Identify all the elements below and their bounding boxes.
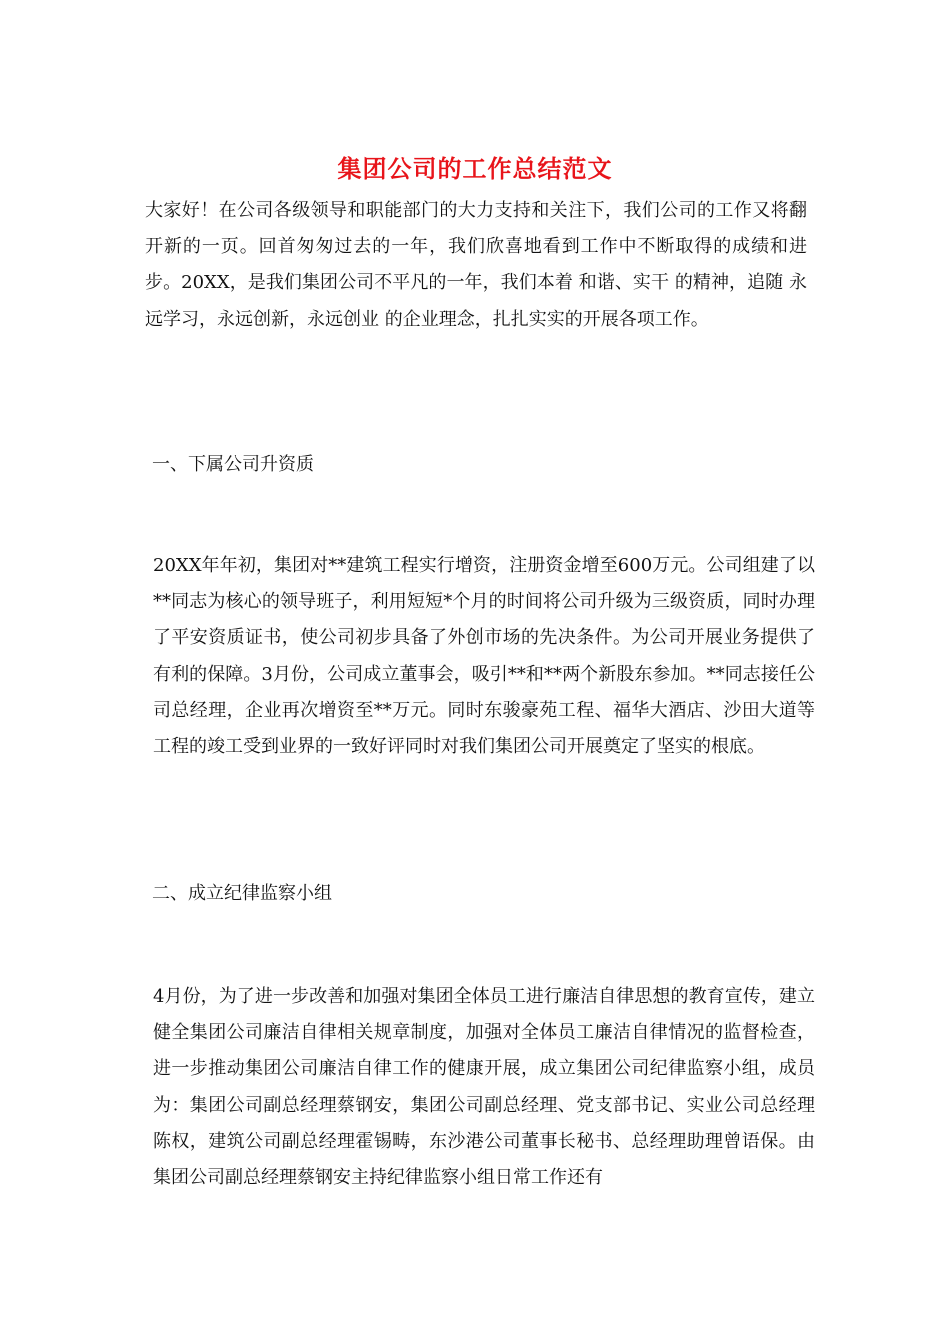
intro-paragraph: 大家好！在公司各级领导和职能部门的大力支持和关注下，我们公司的工作又将翻开新的一页。回首匆匆过去的一年，我们欣喜地看到工作中不断取得的成绩和进步。20XX，是我们集团公司不平凡的一年，我们本着 和谐、实干 的精神，追随 永远学习，永远创新，永远创业 的企业理念，扎扎实实的开展各项工作。	[145, 200, 807, 330]
document-title: 集团公司的工作总结范文	[337, 154, 613, 183]
section-heading-2: 二、成立纪律监察小组	[152, 883, 332, 904]
section-paragraph-2: 4月份，为了进一步改善和加强对集团全体员工进行廉洁自律思想的教育宣传，建立健全集团公司廉洁自律相关规章制度，加强对全体员工廉洁自律情况的监督检查，进一步推动集团公司廉洁自律工作的健康开展，成立集团公司纪律监察小组，成员为：集团公司副总经理蔡钢安，集团公司副总经理、党支部书记、实业公司总经理陈权，建筑公司副总经理霍锡畴，东沙港公司董事长秘书、总经理助理曾语保。由集团公司副总经理蔡钢安主持纪律监察小组日常工作还有	[153, 986, 815, 1189]
section-heading-1: 一、下属公司升资质	[152, 454, 314, 475]
section-paragraph-1: 20XX年年初，集团对**建筑工程实行增资，注册资金增至600万元。公司组建了以**同志为核心的领导班子，利用短短*个月的时间将公司升级为三级资质，同时办理了平安资质证书，使公司初步具备了外创市场的先决条件。为公司开展业务提供了有利的保障。3月份，公司成立董事会，吸引**和**两个新股东参加。**同志接任公司总经理，企业再次增资至**万元。同时东骏豪苑工程、福华大酒店、沙田大道等工程的竣工受到业界的一致好评同时对我们集团公司开展奠定了坚实的根底。	[153, 555, 815, 758]
